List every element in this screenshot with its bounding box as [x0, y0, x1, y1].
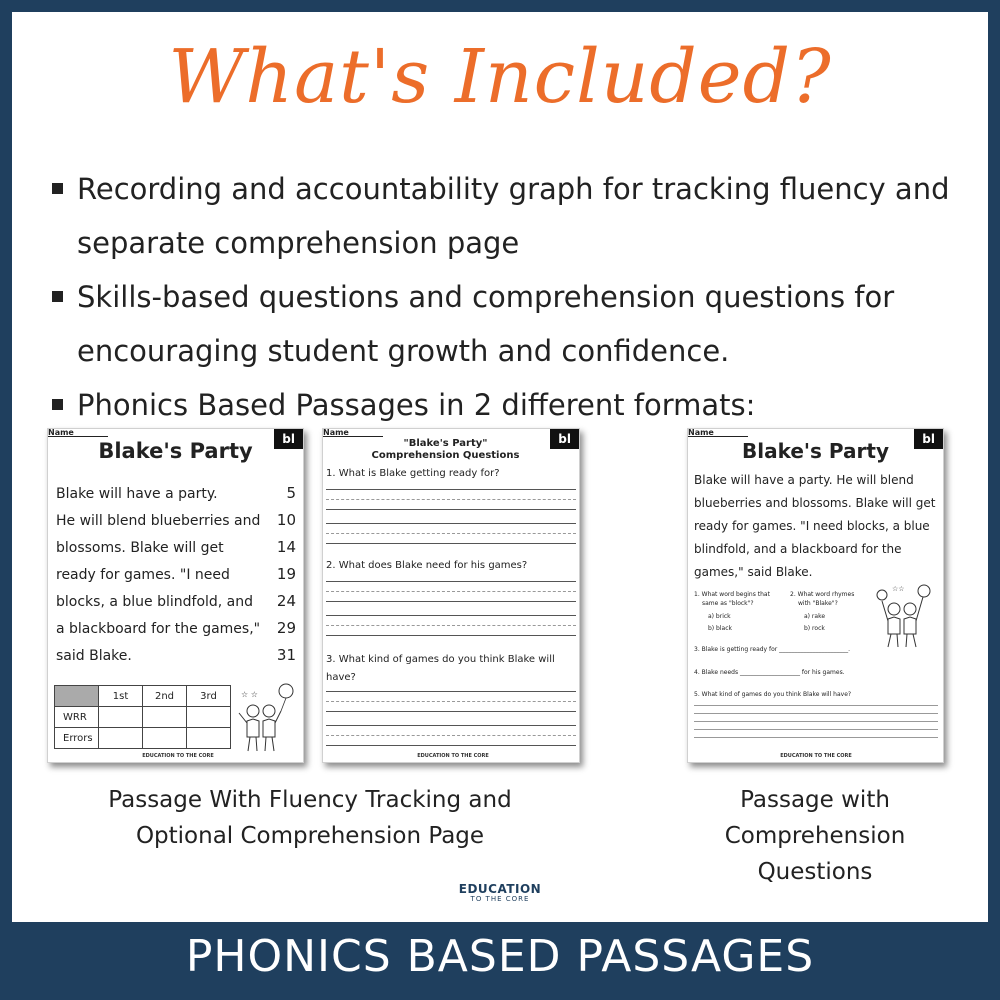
answer-line — [326, 581, 576, 582]
word-count: 10 — [276, 511, 296, 529]
question-text: 3. What kind of games do you think Blake will — [326, 654, 555, 665]
name-line — [688, 436, 748, 437]
fluency-table — [54, 685, 231, 749]
word-count: 29 — [276, 619, 296, 637]
passage-line: ready for games. "I need — [56, 567, 230, 583]
worksheet-title: Blake's Party — [98, 439, 253, 463]
answer-option: b) black — [708, 625, 732, 632]
name-line — [323, 436, 383, 437]
answer-line — [694, 729, 938, 730]
passage-line: games," said Blake. — [694, 565, 813, 579]
answer-line — [326, 523, 576, 524]
page-title: What's Included? — [168, 34, 832, 120]
answer-option: b) rock — [804, 625, 825, 632]
table-cell — [143, 707, 187, 728]
name-label: Name — [48, 428, 74, 437]
worksheet-subtitle: Comprehension Questions — [371, 450, 520, 461]
worksheet-title: Blake's Party — [742, 439, 889, 463]
word-count: 19 — [276, 565, 296, 583]
table-cell — [99, 728, 143, 749]
caption-fluency-format: Passage With Fluency Tracking and Optional Comprehension Page — [108, 787, 512, 849]
feature-item: Phonics Based Passages in 2 different formats: — [52, 378, 982, 432]
answer-line — [326, 725, 576, 726]
answer-line — [694, 737, 938, 738]
answer-guide-line — [326, 625, 576, 626]
table-header: 3rd — [187, 686, 231, 707]
bullet-square-icon — [52, 399, 63, 410]
name-label: Name — [323, 428, 349, 437]
answer-guide-line — [326, 499, 576, 500]
question-text: 1. What is Blake getting ready for? — [326, 468, 500, 479]
name-line — [48, 436, 108, 437]
worksheet-passage-questions — [687, 428, 944, 763]
passage-line: Blake will have a party. — [56, 486, 218, 502]
answer-line — [326, 615, 576, 616]
answer-line — [694, 713, 938, 714]
caption-questions-format: Passage with Comprehension Questions — [724, 787, 906, 885]
answer-line — [326, 601, 576, 602]
answer-line — [694, 705, 938, 706]
answer-option: a) rake — [804, 613, 826, 620]
passage-line: He will blend blueberries and — [56, 513, 261, 529]
phonics-tag: bl — [274, 429, 303, 449]
table-cell — [187, 707, 231, 728]
table-cell — [99, 707, 143, 728]
feature-item: Skills-based questions and comprehension questions for encouraging student growth and confidence. — [52, 270, 982, 378]
answer-line — [326, 509, 576, 510]
celebrating-kids-clipart-icon — [874, 581, 936, 651]
word-count: 14 — [276, 538, 296, 556]
word-count: 24 — [276, 592, 296, 610]
question-text: same as "block"? — [702, 600, 754, 607]
table-row-label: Errors — [55, 728, 99, 749]
feature-item: Recording and accountability graph for tracking fluency and separate comprehension page — [52, 162, 982, 270]
answer-line — [326, 711, 576, 712]
table-header: 1st — [99, 686, 143, 707]
question-text: 4. Blake needs ____________________ for his games. — [694, 669, 845, 676]
answer-line — [326, 691, 576, 692]
bottom-banner: PHONICS BASED PASSAGES — [185, 931, 815, 982]
phonics-tag: bl — [550, 429, 579, 449]
passage-line: blindfold, and a blackboard for the — [694, 542, 902, 556]
worksheet-fluency — [47, 428, 304, 763]
passage-line: said Blake. — [56, 648, 132, 664]
svg-text:☆☆: ☆☆ — [892, 585, 905, 593]
svg-text:☆ ☆: ☆ ☆ — [241, 690, 258, 699]
question-text: with "Blake"? — [798, 600, 838, 607]
answer-line — [694, 721, 938, 722]
phonics-tag: bl — [914, 429, 943, 449]
answer-line — [326, 635, 576, 636]
table-row-label: WRR — [55, 707, 99, 728]
bullet-square-icon — [52, 291, 63, 302]
feature-list — [52, 162, 982, 432]
answer-line — [326, 489, 576, 490]
bullet-square-icon — [52, 183, 63, 194]
question-text: have? — [326, 672, 356, 683]
worksheet-title: "Blake's Party" — [403, 438, 488, 449]
answer-option: a) brick — [708, 613, 731, 620]
passage-line: a blackboard for the games," — [56, 621, 261, 637]
worksheet-comprehension-page — [322, 428, 580, 763]
question-text: 2. What word rhymes — [790, 591, 855, 598]
education-to-the-core-logo: EDUCATION TO THE CORE — [458, 882, 542, 903]
word-count: 5 — [286, 484, 296, 502]
table-cell — [143, 728, 187, 749]
answer-guide-line — [326, 533, 576, 534]
passage-line: blocks, a blue blindfold, and — [56, 594, 254, 610]
answer-line — [326, 745, 576, 746]
question-text: 2. What does Blake need for his games? — [326, 560, 528, 571]
question-text: 5. What kind of games do you think Blake will have? — [694, 691, 852, 698]
word-count: 31 — [276, 646, 296, 664]
name-label: Name — [688, 428, 714, 437]
answer-guide-line — [326, 701, 576, 702]
passage-line: blossoms. Blake will get — [56, 540, 224, 556]
answer-line — [326, 543, 576, 544]
worksheet-footer-logo: EDUCATION TO THE CORE — [142, 753, 214, 759]
answer-guide-line — [326, 735, 576, 736]
table-corner — [55, 686, 99, 707]
worksheet-footer-logo: EDUCATION TO THE CORE — [780, 753, 852, 759]
table-cell — [187, 728, 231, 749]
passage-line: Blake will have a party. He will blend — [694, 473, 914, 487]
answer-guide-line — [326, 591, 576, 592]
passage-line: ready for games. "I need blocks, a blue — [694, 519, 930, 533]
celebrating-kids-clipart-icon — [233, 681, 299, 755]
passage-line: blueberries and blossoms. Blake will get — [694, 496, 936, 510]
table-header: 2nd — [143, 686, 187, 707]
worksheet-footer-logo: EDUCATION TO THE CORE — [417, 753, 489, 759]
question-text: 3. Blake is getting ready for _______________________. — [694, 646, 851, 653]
question-text: 1. What word begins that — [694, 591, 770, 598]
